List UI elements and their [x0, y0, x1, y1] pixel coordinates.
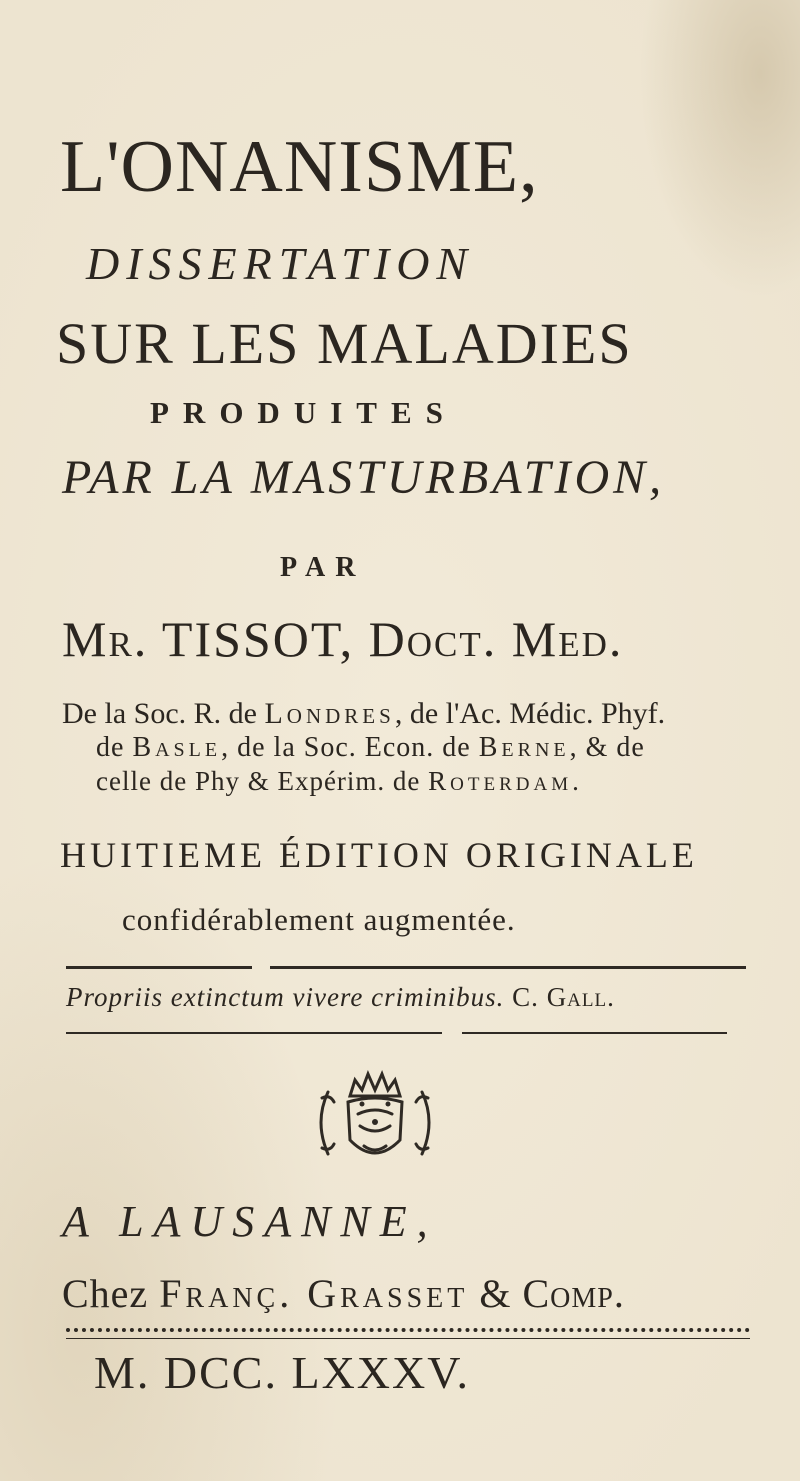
affiliation-text: De la Soc. R. de [62, 697, 257, 730]
edition-note: confidérablement augmentée. [122, 902, 516, 937]
divider-rule [66, 1032, 442, 1034]
imprint-publisher [62, 1270, 625, 1317]
publisher-text: Chez [62, 1271, 149, 1316]
affiliation-text: de [96, 732, 125, 763]
divider-rule [462, 1032, 727, 1034]
affiliation-line-1 [62, 697, 665, 731]
imprint-year: M. DCC. LXXXV. [94, 1347, 471, 1398]
divider-rule [66, 966, 252, 969]
affiliation-text: , de la Soc. Econ. de [221, 732, 471, 763]
motto-text: Propriis extinctum vivere criminibus. [66, 982, 505, 1012]
book-title: L'ONANISME, [60, 126, 539, 208]
affiliation-text: , de l'Ac. Médic. Phyf. [394, 697, 666, 730]
motto-line [66, 982, 615, 1013]
publisher-text: & [479, 1271, 512, 1316]
divider-rule [66, 1338, 750, 1339]
author-prefix: Mr. [62, 611, 149, 667]
imprint-city: A LAUSANNE, [62, 1197, 438, 1246]
author-title: Doct. Med. [368, 611, 624, 667]
affiliation-city: Basle [132, 732, 222, 763]
affiliation-city: Roterdam [428, 766, 573, 796]
printers-ornament-icon [300, 1062, 450, 1182]
author-name: TISSOT, [161, 611, 355, 667]
subject-line: SUR LES MALADIES [56, 311, 633, 376]
affiliation-city: Berne [478, 732, 570, 763]
motto-attribution: C. [512, 982, 539, 1012]
publisher-name: Franç. Grasset [159, 1271, 469, 1316]
affiliation-line-3 [96, 766, 580, 797]
publisher-company: Comp. [522, 1271, 625, 1316]
divider-rule [66, 1328, 750, 1332]
divider-rule [270, 966, 746, 969]
motto-author: Gall. [546, 982, 615, 1012]
produced-line: PRODUITES [150, 395, 457, 430]
by-line: PAR [280, 552, 366, 583]
author-line [62, 610, 623, 668]
affiliation-text: , & de [569, 732, 645, 763]
affiliation-line-2 [96, 732, 645, 764]
edition-line: HUITIEME ÉDITION ORIGINALE [60, 835, 698, 875]
affiliation-city: Londres [264, 697, 395, 730]
cause-line: PAR LA MASTURBATION, [62, 451, 666, 504]
affiliation-text: . [572, 766, 580, 796]
affiliation-text: celle de Phy & Expérim. de [96, 766, 421, 796]
book-subtitle: DISSERTATION [86, 238, 475, 289]
